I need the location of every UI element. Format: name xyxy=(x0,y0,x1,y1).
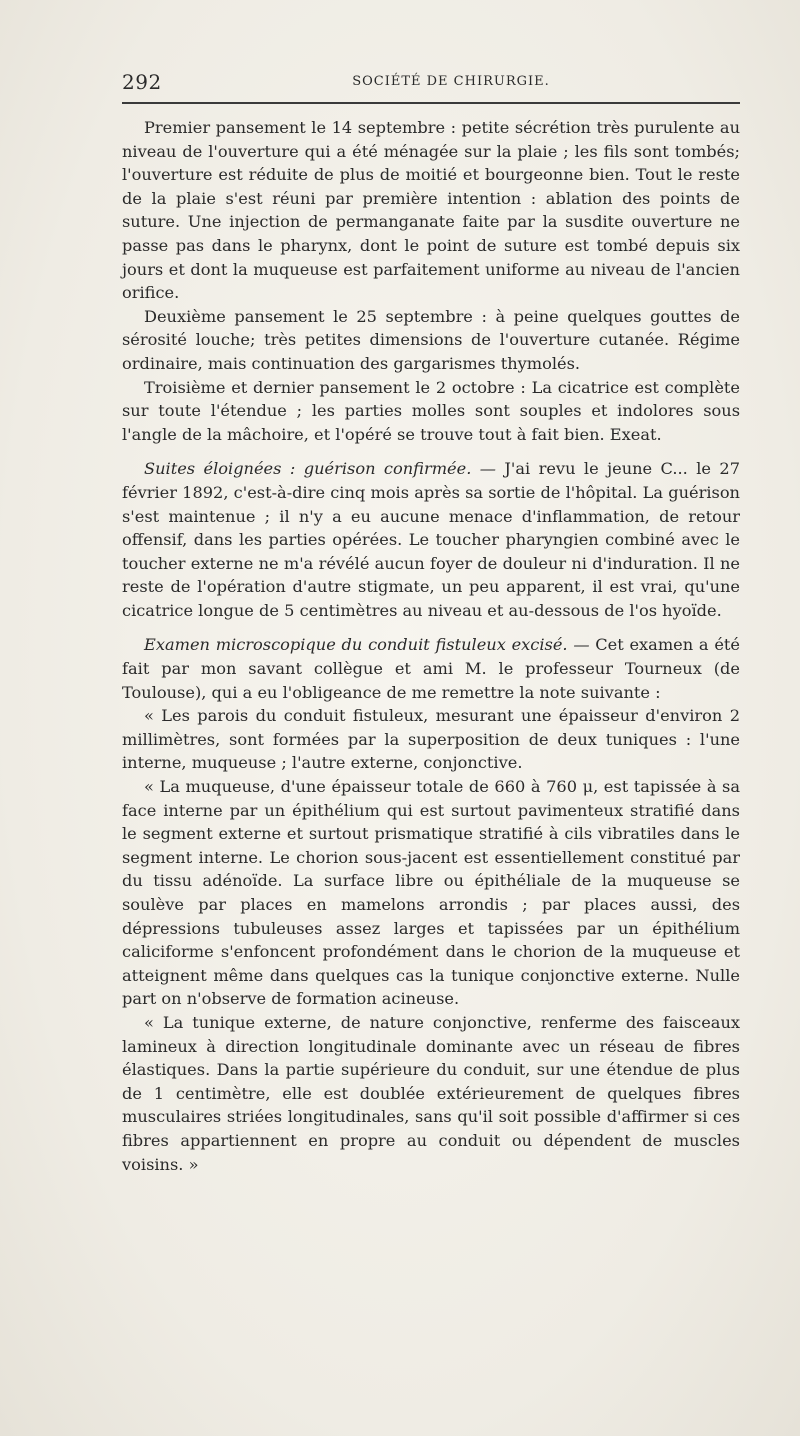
paragraph: Deuxième pansement le 25 septembre : à peine quelques gouttes de sérosité louche; très petites dimensions de l'ouverture cutanée. Régime ordinaire, mais continuation des gargarismes thymolés. xyxy=(122,306,740,373)
body-text xyxy=(122,116,740,1176)
paragraph: Premier pansement le 14 septembre : petite sécrétion très purulente au niveau de l'ouverture qui a été ménagée sur la plaie ; les fils sont tombés; l'ouverture est réduite de plus de moitié et bourgeonne bien. Tout le reste de la plaie s'est réuni par première intention : ablation des points de suture. Une injection de permanganate faite par la susdite ouverture ne passe pas dans le pharynx, dont le point de suture est tombé depuis six jours et dont la muqueuse est parfaitement uniforme au niveau de l'ancien orifice. xyxy=(122,118,740,303)
section-heading: Examen microscopique du conduit fistuleux excisé. — xyxy=(144,635,590,655)
paragraph: Suites éloignées : guérison confirmée. — J'ai revu le jeune C... le 27 février 1892, c'est-à-dire cinq mois après sa sortie de l'hôpital. La guérison s'est maintenue ; il n'y a eu aucune menace d'inflammation, de retour offensif, dans les parties opérées. Le toucher pharyngien combiné avec le toucher externe ne m'a révélé aucun foyer de douleur ni d'induration. Il ne reste de l'opération d'autre stigmate, un peu apparent, il est vrai, qu'une cicatrice longue de 5 centimètres au niveau et au-dessous de l'os hyoïde. xyxy=(122,459,741,620)
paragraph: Troisième et dernier pansement le 2 octobre : La cicatrice est complète sur toute l'étendue ; les parties molles sont souples et indolores sous l'angle de la mâchoire, et l'opéré se trouve tout à fait bien. Exeat. xyxy=(122,377,740,444)
paragraph: « La muqueuse, d'une épaisseur totale de 660 à 760 μ, est tapissée à sa face interne par un épithélium qui est surtout pavimenteux stratifié dans le segment externe et surtout prismatique stratifié à cils vibratiles dans le segment interne. Le chorion sous-jacent est essentiellement constitué par du tissu adénoïde. La surface libre ou épithéliale de la muqueuse se soulève par places en mamelons arrondis ; par places aussi, des dépressions tubuleuses assez larges et tapissées par un épithélium caliciforme s'enfoncent profondément dans le chorion de la muqueuse et atteignent même dans quelques cas la tunique conjonctive externe. Nulle part on n'observe de formation acineuse. xyxy=(122,777,740,1009)
paragraph: « Les parois du conduit fistuleux, mesurant une épaisseur d'environ 2 millimètres, sont formées par la superposition de deux tuniques : l'une interne, muqueuse ; l'autre externe, conjonctive. xyxy=(122,706,740,773)
running-title: SOCIÉTÉ DE CHIRURGIE. xyxy=(352,74,550,89)
page-header xyxy=(122,66,740,96)
section-heading: Suites éloignées : guérison confirmée. — xyxy=(144,459,496,479)
paragraph: « La tunique externe, de nature conjonctive, renferme des faisceaux lamineux à direction longitudinale dominante avec un réseau de fibres élastiques. Dans la partie supérieure du conduit, sur une étendue de plus de 1 centimètre, elle est doublée extérieurement de quelques fibres musculaires striées longitudinales, sans qu'il soit possible d'affirmer si ces fibres appartiennent en propre au conduit ou dépendent de muscles voisins. » xyxy=(122,1012,740,1174)
header-rule xyxy=(122,102,740,104)
paragraph: Examen microscopique du conduit fistuleux excisé. — Cet examen a été fait par mon savant collègue et ami M. le professeur Tourneux (de Toulouse), qui a eu l'obligeance de me remettre la note suivante : xyxy=(122,635,740,702)
page-number: 292 xyxy=(122,70,162,94)
